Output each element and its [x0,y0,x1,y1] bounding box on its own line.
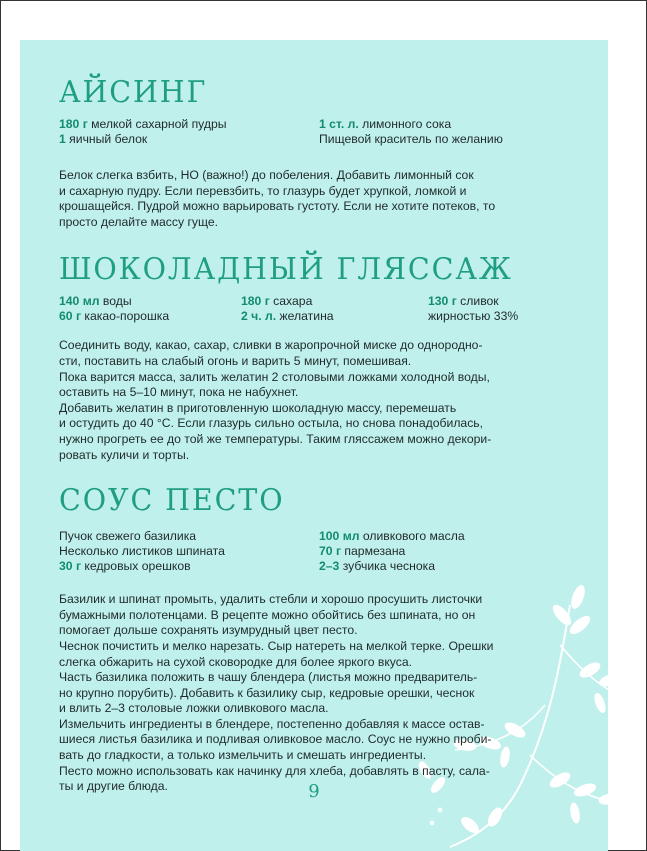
ingredient-text: какао-порошка [81,309,170,324]
ingredient [319,544,569,559]
ingredient-qty: 1 [59,132,66,146]
ingredient-text: жирностью 33% [428,309,519,324]
ingredient [428,309,588,324]
ingredient [59,544,309,559]
ingredient-text: сахара [269,294,313,309]
ingredient-qty: 30 г [59,559,82,574]
ingredient-text: оливкового масла [359,529,465,544]
recipe-instructions: Базилик и шпинат промыть, удалить стебли и хорошо просушить листочки бумажными полотенцами. В рецепте можно обойтись без шпината, но он помогает дольше сохранять изумрудный цвет песто. Чеснок почистить и мелко нарезать. Сыр натереть на мелкой терке. Орешки слегка обжарить на сухой сковородке для более яркого вкуса. Часть базилика положить в чашу блендера (листья можно предваритель- но крупно порубить). Добавить к базилику сыр, кедровые орешки, чеснок и влить 2–3 столовые ложки оливкового масла. Измельчить ингредиенты в блендере, постепенно добавляя к массе остав- шиеся листья базилика и подливая оливковое масло. Соус не нужно проби- вать до гладкости, а только измельчить и смешать ингредиенты. Песто можно использовать как начинку для хлеба, добавлять в пасту, сала- ты и другие блюда. [59,592,494,794]
recipe-icing [59,75,579,230]
ingredient-qty: 2 ч. л. [241,309,277,324]
ingredients-list [59,294,579,324]
recipe-instructions: Белок слегка взбить, НО (важно!) до побеления. Добавить лимонный сок и сахарную пудру. Если перевзбить, то глазурь будет хрупкой, ломкой и крошащейся. Пудрой можно варьировать густоту. Если не хотите потеков, то просто делайте массу гуще. [59,168,496,229]
ingredient-text: яичный белок [65,132,148,146]
ingredient [319,559,569,574]
ingredient-text: Несколько листиков шпината [59,544,225,559]
ingredient-text: Пучок свежего базилика [59,529,197,544]
ingredient-qty: 100 мл [319,529,360,544]
ingredient-text: сливок [456,294,499,309]
recipes-content [59,75,579,795]
ingredient-text: воды [99,294,132,309]
ingredient [59,117,309,132]
ingredient-text: кедровых орешков [81,559,191,574]
ingredient [319,117,569,132]
ingredient-text: пармезана [341,544,406,559]
ingredient [241,294,418,309]
ingredient [241,309,418,324]
ingredient [319,132,569,147]
ingredients-list [59,117,579,147]
recipe-title: СОУС ПЕСТО [59,483,285,519]
page-number: 9 [308,781,320,802]
ingredient [59,132,309,147]
ingredient-qty: 60 г [59,309,82,324]
recipe-instructions: Соединить воду, какао, сахар, сливки в жаропрочной миске до однородно- сти, поставить на слабый огонь и варить 5 минут, помешивая. Пока варится масса, залить желатин 2 столовыми ложками холодной воды, оставить на 5–10 минут, пока не набухнет. Добавить желатин в приготовленную шоколадную массу, перемешать и остудить до 40 °С. Если глазурь сильно остыла, но снова понадобилась, нужно прогреть ее до той же температуры. Таким гляссажем можно декори- ровать куличи и торты. [59,338,492,462]
ingredient-qty: 130 г [428,294,457,309]
ingredient-text: Пищевой краситель по желанию [319,132,503,146]
ingredients-list [59,529,579,574]
ingredient-text: желатина [276,309,334,324]
recipe-title: ШОКОЛАДНЫЙ ГЛЯССАЖ [59,252,513,288]
ingredient-qty: 2–3 [319,559,340,574]
ingredient [59,529,309,544]
ingredient [319,529,569,544]
ingredient [59,559,309,574]
ingredient-qty: 180 г [59,117,88,131]
ingredient [428,294,588,309]
ingredient-text: лимонного сока [358,117,452,131]
ingredient-qty: 70 г [319,544,342,559]
ingredient [59,294,231,309]
ingredient [59,309,231,324]
recipe-title: АЙСИНГ [59,75,208,110]
recipe-chocolate-glaze [59,252,579,463]
ingredient-qty: 180 г [241,294,270,309]
ingredient-text: зубчика чеснока [339,559,436,574]
ingredient-text: мелкой сахарной пудры [87,117,227,131]
ingredient-qty: 140 мл [59,294,100,309]
ingredient-qty: 1 ст. л. [319,117,359,131]
recipe-pesto [59,483,579,795]
